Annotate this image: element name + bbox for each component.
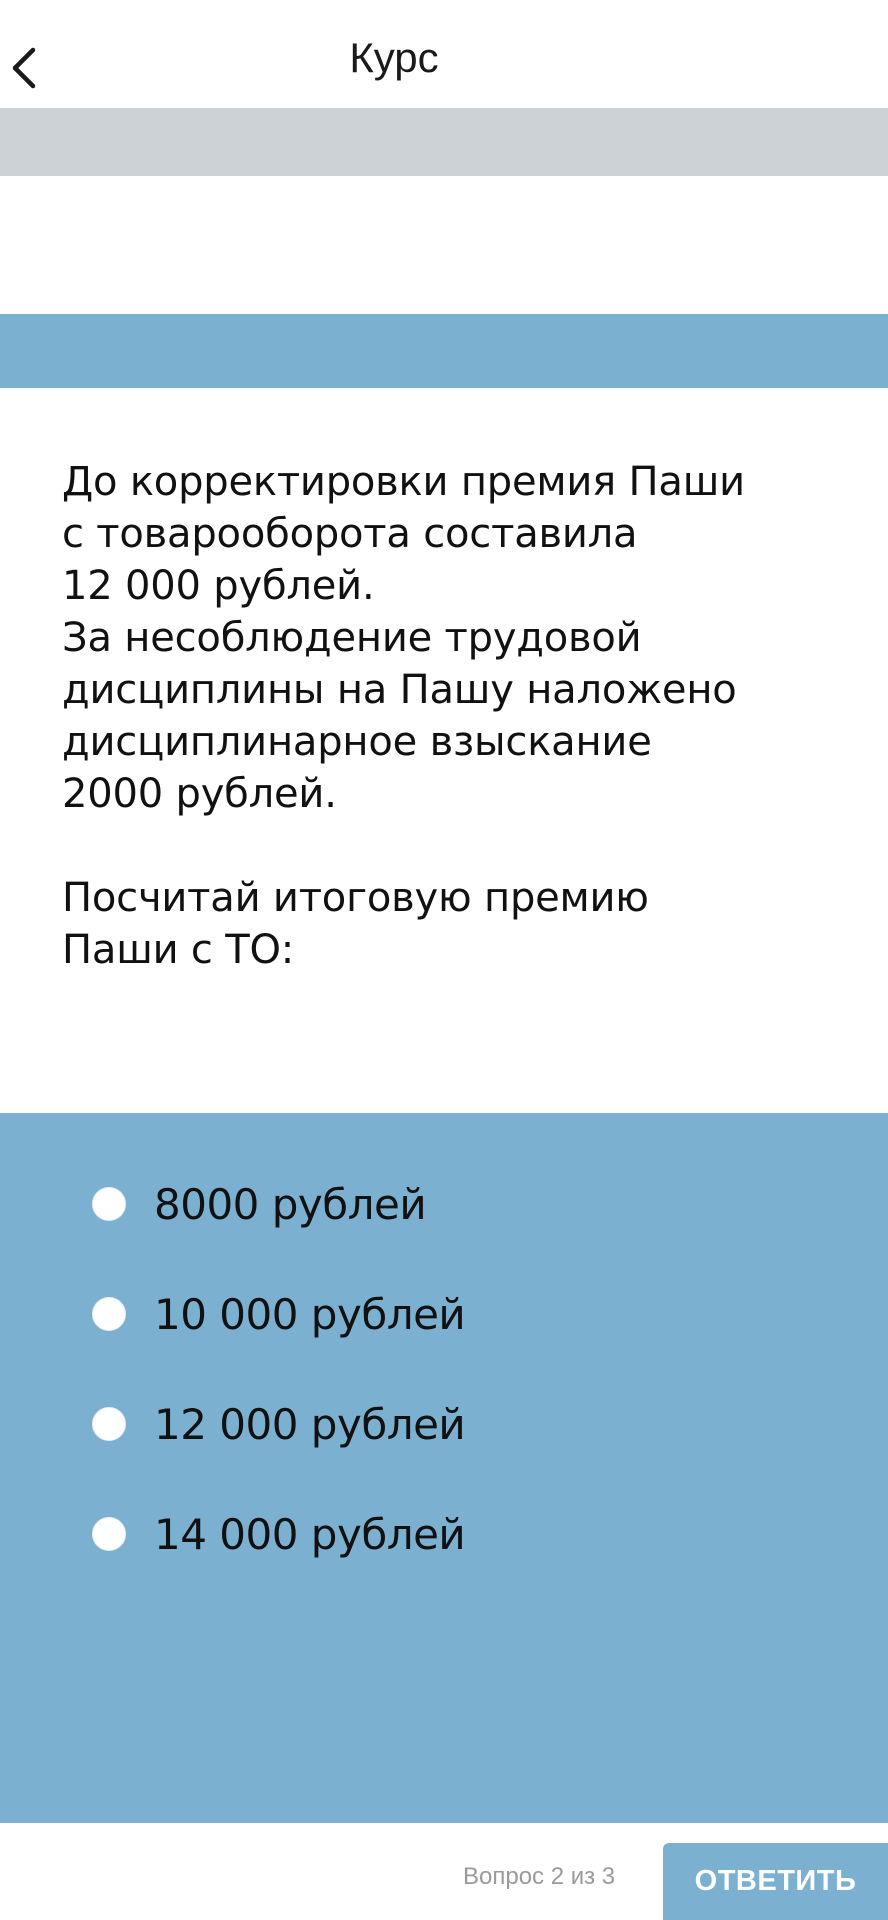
answer-option-2[interactable] [92, 1279, 465, 1349]
radio-button[interactable] [92, 1517, 126, 1551]
answer-label: 8000 рублей [154, 1179, 427, 1229]
answer-option-4[interactable] [92, 1499, 465, 1569]
answer-label: 10 000 рублей [154, 1289, 466, 1339]
answer-label: 14 000 рублей [154, 1509, 466, 1559]
question-text: До корректировки премия Паши с товарооборота составила 12 000 рублей. За несоблюдение трудовой дисциплины на Пашу наложено дисциплинарное взыскание 2000 рублей. Посчитай итоговую премию Паши с ТО: [62, 459, 745, 973]
question-counter: Вопрос 2 из 3 [463, 1863, 616, 1890]
answer-option-1[interactable] [92, 1169, 426, 1239]
progress-fill [0, 108, 888, 176]
footer [0, 1823, 888, 1920]
answer-label: 12 000 рублей [154, 1399, 466, 1449]
radio-button[interactable] [92, 1297, 126, 1331]
progress-bar [0, 108, 888, 176]
radio-button[interactable] [92, 1187, 126, 1221]
question-header-strip [0, 314, 888, 388]
answer-option-3[interactable] [92, 1389, 465, 1459]
answers-panel [0, 1113, 888, 1823]
radio-button[interactable] [92, 1407, 126, 1441]
page-title: Курс [349, 34, 439, 81]
submit-answer-button[interactable]: ОТВЕТИТЬ [663, 1843, 888, 1920]
header [0, 0, 888, 108]
